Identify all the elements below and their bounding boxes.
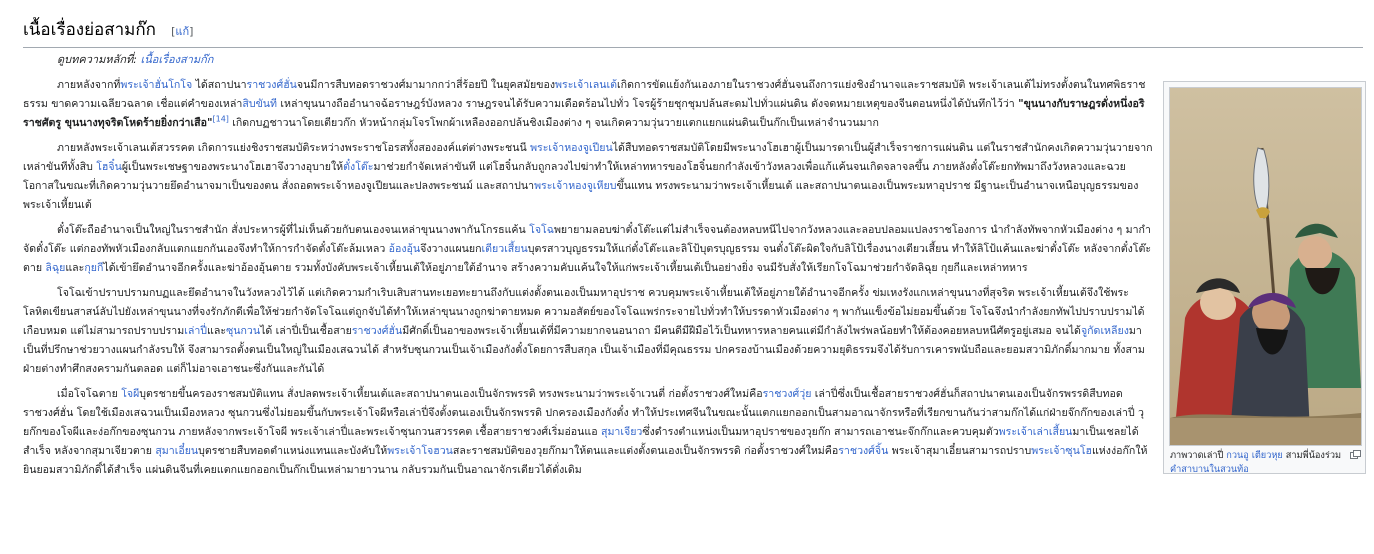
link-cao-huan[interactable]: พระเจ้าโจฮวน (387, 445, 453, 457)
text: เหล่าขุนนางถืออำนาจฉ้อราษฎร์บังหลวง ราษฎรจนได้รับความเดือดร้อนไปทั่ว โจรผู้ร้ายชุกชุมปล้นสะดมไปทั่วแผ่นดิน ดังจดหมายเหตุของจีนตอนหนึ่งได้บันทึกไว้ว่า (277, 98, 1019, 110)
hatnote-prefix: ดูบทความหลักที่: (57, 53, 141, 66)
edit-bracket-open: [ (171, 25, 176, 38)
link-sima-yan[interactable]: สุมาเอี๋ยน (155, 445, 199, 457)
link-han-dynasty-2[interactable]: ราชวงศ์ฮั่น (351, 325, 403, 337)
text: บุตรชายสืบทอดตำแหน่งแทนและบังคับให้ (198, 445, 388, 457)
link-cao-pi[interactable]: โจผี (121, 388, 140, 400)
text: สละราชสมบัติของวุยก๊กมาให้ตนและแต่งตั้งตนเองเป็นจักรพรรดิ ก่อตั้งราชวงศ์ใหม่คือ (452, 445, 839, 457)
text: ได้ เล่าปี่เป็นเชื้อสาย (260, 325, 352, 337)
text: มาเป็นเชลยได้สำเร็จ หลังจากสุมาเจียวตาย (23, 426, 1139, 457)
caption-link-peach-garden-oath[interactable]: คำสาบานในสวนท้อ (1170, 464, 1249, 475)
text: บุตรชายขึ้นครองราชสมบัติแทน สั่งปลดพระเจ้าเหี้ยนเต้และสถาปนาตนเองเป็นจักรพรรดิ ทรงพระนามว่าพระเจ้าเวนตี่ ก่อตั้งราชวงศ์ใหม่คือ (139, 388, 763, 400)
link-guo-si[interactable]: กุยกี (84, 262, 104, 274)
text: ขึ้นแทน ทรงพระนามว่าพระเจ้าเหี้ยนเต้ และสถาปนาตนเองเป็นพระมหาอุปราช มีฐานะเป็นอำนาจเหนือบุญธรรมของพระเจ้าเหี้ยนเต้ (23, 180, 1139, 211)
paragraph-1 (23, 76, 1153, 133)
link-sima-zhao[interactable]: สุมาเจียว (600, 426, 643, 438)
text: มาเป็นที่ปรึกษาช่วยวางแผนกำลังรบให้ จึงสามารถตั้งตนเป็นใหญ่ในเมืองเสฉวนได้ สำหรับซุนกวนเป็นเจ้าเมืองกังตั๋งโดยการสืบสกุล เป็นเจ้าเมืองที่มีคุณธรรม ปกครองบ้านเมืองด้วยความยุติธรรมจึงได้รับการเคารพนับถือและยอมสวามิภักดิ์มากมาย ทั้งสามฝ่ายต่างทำศึกสงครามกันตลอด แต่ก็ไม่อาจเอาชนะซึ่งกันและกันได้ (23, 325, 1145, 375)
link-zhuge-liang[interactable]: จูกัดเหลียง (1080, 325, 1129, 337)
paragraph-3 (23, 221, 1153, 278)
link-li-jue[interactable]: ลิฉุย (45, 262, 66, 274)
link-dong-zhuo[interactable]: ตั๋งโต๊ะ (343, 161, 374, 173)
quote-text: "ขุนนางกับราษฎรดั่งหนึ่งอริราชศัตรู ขุนนางทุจริตโหดร้ายยิ่งกว่าเสือ" (23, 98, 1145, 129)
caption-text: ภาพวาดเล่าปี่ (1170, 450, 1227, 461)
text: ตั๋งโต๊ะถืออำนาจเป็นใหญ่ในราชสำนัก สั่งประหารผู้ที่ไม่เห็นด้วยกับตนเองจนเหล่าขุนนางพากันโกรธแค้น (57, 224, 530, 236)
text: เกิดการขัดแย้งกันเองภายในราชวงศ์ฮั่นจนถึงการแย่งชิงอำนาจและราชสมบัติ พระเจ้าเลนเต้ไม่ทรงตั้งตนในทศพิธราชธรรม ขาดความเฉลียวฉลาด เชื่อแต่คำของเหล่า (23, 79, 1146, 110)
hatnote (57, 50, 213, 68)
text: แห่งง่อก๊กให้ยินยอมสวามิภักดิ์ได้สำเร็จ แผ่นดินจีนที่เคยแตกแยกออกเป็นก๊กเป็นเหล่ามายาวนาน กลับรวมกันเป็นอาณาจักรเดียวได้ดั่งเดิม (23, 445, 1148, 476)
paragraph-5 (23, 385, 1153, 480)
magnify-icon[interactable] (1350, 450, 1361, 459)
link-cao-cao[interactable]: โจโฉ (529, 224, 554, 236)
paragraph-2 (23, 139, 1153, 215)
text: ได้สถาปนา (192, 79, 247, 91)
link-wei-dynasty[interactable]: ราชวงศ์วุ่ย (762, 388, 812, 400)
link-emperor-shao[interactable]: พระเจ้าหองจูเปียน (530, 142, 613, 154)
text: เมื่อโจโฉตาย (57, 388, 122, 400)
text: ได้สืบทอดราชสมบัติโดยมีพระนางโฮเฮาผู้เป็นมารดาเป็นผู้สำเร็จราชการแผ่นดิน แต่ในราชสำนักคงเกิดความวุ่นวายจากเหล่าขันทีทั้งสิบ (23, 142, 1153, 173)
link-ten-attendants[interactable]: สิบขันที (242, 98, 278, 110)
link-sun-hao[interactable]: พระเจ้าซุนโฮ (1031, 445, 1092, 457)
edit-section (171, 25, 193, 38)
text: มาช่วยกำจัดเหล่าขันที แต่โฮจิ๋นกลับถูกลวงไปฆ่าทำให้เหล่าทหารของโฮจิ๋นยกกำลังเข้าวังหลวงเพื่อแก้แค้นจนเกิดจลาจลขึ้น ภายหลังตั๋งโต๊ะยกทัพมาถึงวังหลวงและฉวยโอกาสในขณะที่เกิดความวุ่นวายยึดอำนาจมาเป็นของตน สั่งถอดพระเจ้าหองจูเปียนและปลงพระชนม์ และสถาปนา (23, 161, 1126, 192)
text: จึงวางแผนยก (420, 243, 482, 255)
link-jin-dynasty[interactable]: ราชวงศ์จิ้น (838, 445, 889, 457)
caption-link-zhang-fei[interactable]: เตียวหุย (1251, 450, 1283, 461)
text: และ (207, 325, 227, 337)
text: จนมีการสืบทอดราชวงศ์มามากกว่าสี่ร้อยปี ในยุคสมัยของ (296, 79, 556, 91)
link-liu-shan[interactable]: พระเจ้าเล่าเสี้ยน (998, 426, 1073, 438)
text: และ (65, 262, 85, 274)
link-han-dynasty[interactable]: ราชวงศ์ฮั่น (246, 79, 297, 91)
link-sun-quan[interactable]: ซุนกวน (226, 325, 261, 337)
link-emperor-gaozu[interactable]: พระเจ้าฮั่นโกโจ (120, 79, 193, 91)
text: ภายหลังพระเจ้าเลนเต้สวรรคต เกิดการแย่งชิงราชสมบัติระหว่างพระราชโอรสทั้งสององค์แต่ต่างพระชนนี (57, 142, 531, 154)
text: พยายามลอบฆ่าตั๋งโต๊ะแต่ไม่สำเร็จจนต้องหลบหนีไปจากวังหลวงและลอบปลอมแปลงราชโองการ นำกำลังทัพจากหัวเมืองต่าง ๆ มากำจัดตั๋งโต๊ะ แต่กองทัพหัวเมืองกลับแตกแยกกันเองจึงทำให้การกำจัดตั๋งโต๊ะล้มเหลว (23, 224, 1151, 255)
paragraph-4 (23, 284, 1153, 379)
edit-section-link[interactable]: แก้ (175, 25, 190, 38)
link-wang-yun[interactable]: อ้องอุ้น (388, 243, 421, 255)
edit-bracket-close: ] (189, 25, 194, 38)
caption-text: สามพี่น้องร่วม (1282, 450, 1342, 461)
text: มีศักดิ์เป็นอาของพระเจ้าเหี้ยนเต้ที่มีความยากจนอนาถา มีคนดีมีฝีมือไว้เป็นทหารหลายคนแต่มีกำลังไพร่พลน้อยทำให้ต้องคอยหลบหนีศัตรูอยู่เสมอ จนได้ (402, 325, 1081, 337)
figure-caption (1170, 449, 1350, 477)
painting-three-brothers[interactable] (1169, 87, 1362, 446)
reference-link[interactable]: [14] (212, 114, 229, 124)
text: โจโฉเข้าปราบปรามกบฏและยึดอำนาจในวังหลวงไว้ได้ แต่เกิดความกำเริบเสิบสานทะเยอทะยานถึงกับแต่งตั้งตนเองเป็นมหาอุปราช ควบคุมพระเจ้าเหี้ยนเต้ให้อยู่ภายใต้อำนาจอีกครั้ง ข่มเหงรังแกเหล่าขุนนางที่สุจริต พระเจ้าเหี้ยนเต้จึงใช้พระโลหิตเขียนสาสน์ลับไปยังเหล่าขุนนางที่จงรักภักดีเพื่อให้ช่วยกำจัดโจโฉแต่ถูกจับได้ทำให้เหล่าขุนนางถูกฆ่าตายหมด ความอสัตย์ของโจโฉแพร่กระจายไปทั่วทำให้บรรดาหัวเมืองต่าง ๆ พากันแข็งข้อไม่ยอมขึ้นด้วย โจโฉจึงนำกำลังยกทัพไปปราบปรามได้เกือบหมด แต่ไม่สามารถปราบปราม (23, 287, 1145, 337)
text: ซึ่งดำรงตำแหน่งเป็นมหาอุปราชของวุยก๊ก สามารถเอาชนะจ๊กก๊กและควบคุมตัว (642, 426, 999, 438)
article-body (23, 76, 1153, 486)
painting-image (1170, 88, 1361, 445)
link-liu-bei[interactable]: เล่าปี่ (184, 325, 208, 337)
text: ภายหลังจากที่ (57, 79, 121, 91)
text: บุตรสาวบุญธรรมให้แก่ตั๋งโต๊ะและลิโป้บุตรบุญธรรม จนตั๋งโต๊ะผิดใจกับลิโป้เรื่องนางเตียวเสี้ยน ทำให้ลิโป้แค้นและฆ่าตั๋งโต๊ะ หลังจากตั๋งโต๊ะตาย (23, 243, 1152, 274)
text: เล่าปี่ซึ่งเป็นเชื้อสายราชวงศ์ฮั่นก็สถาปนาตนเองเป็นจักรพรรดิสืบทอดราชวงศ์ฮั่น โดยใช้เมืองเสฉวนเป็นเมืองหลวง ซุนกวนซึ่งไม่ยอมขึ้นกับพระเจ้าโจผีหรือเล่าปี่จึงตั้งตนเองเป็นจักรพรรดิ ปกครองเมืองกังตั๋ง ทำให้ประเทศจีนในขณะนั้นแตกแยกออกเป็นสามอาณาจักรหรือที่เรียกขานกันว่าสามก๊กได้แก่ฝ่ายจ๊กก๊กของเล่าปี่ วุยก๊กของโจผีและง่อก๊กของซุนกวน ภายหลังจากพระเจ้าโจผี พระเจ้าเล่าปี่และพระเจ้าซุนกวนสวรรคต เชื้อสายราชวงศ์เริ่มอ่อนแอ (23, 388, 1145, 438)
link-diaochan[interactable]: เตียวเสี้ยน (481, 243, 528, 255)
text: เกิดกบฏชาวนาโดยเตียวก๊ก หัวหน้ากลุ่มโจรโพกผ้าเหลืองออกปล้นชิงเมืองต่าง ๆ จนเกิดความวุ่นวายแตกแยกแผ่นดินเป็นก๊กเป็นเหล่าจำนวนมาก (228, 117, 879, 129)
section-heading (23, 18, 1363, 48)
link-emperor-ling[interactable]: พระเจ้าเลนเต้ (555, 79, 618, 91)
link-emperor-xian[interactable]: พระเจ้าหองจูเหียบ (534, 180, 617, 192)
hatnote-link[interactable]: เนื้อเรื่องสามก๊ก (140, 53, 214, 66)
link-he-jin[interactable]: โฮจิ๋น (96, 161, 122, 173)
text: ได้เข้ายึดอำนาจอีกครั้งและฆ่าอ้องอุ้นตาย รวมทั้งบังคับพระเจ้าเหี้ยนเต้ให้อยู่ภายใต้อำนาจ สร้างความคับแค้นใจให้แก่พระเจ้าเหี้ยนเต้เป็นอย่างยิ่ง จนมีรับสั่งให้เรียกโจโฉมาช่วยกำจัดลิฉุย กุยกีและเหล่าทหาร (103, 262, 1028, 274)
caption-link-guan-yu[interactable]: กวนอู (1226, 450, 1249, 461)
text: พระเจ้าสุมาเอี๋ยนสามารถปราบ (888, 445, 1032, 457)
text: ผู้เป็นพระเชษฐาของพระนางโฮเฮาจึงวางอุบายให้ (121, 161, 344, 173)
section-title: เนื้อเรื่องย่อสามก๊ก (23, 20, 156, 40)
figure-thumb (1163, 81, 1366, 474)
